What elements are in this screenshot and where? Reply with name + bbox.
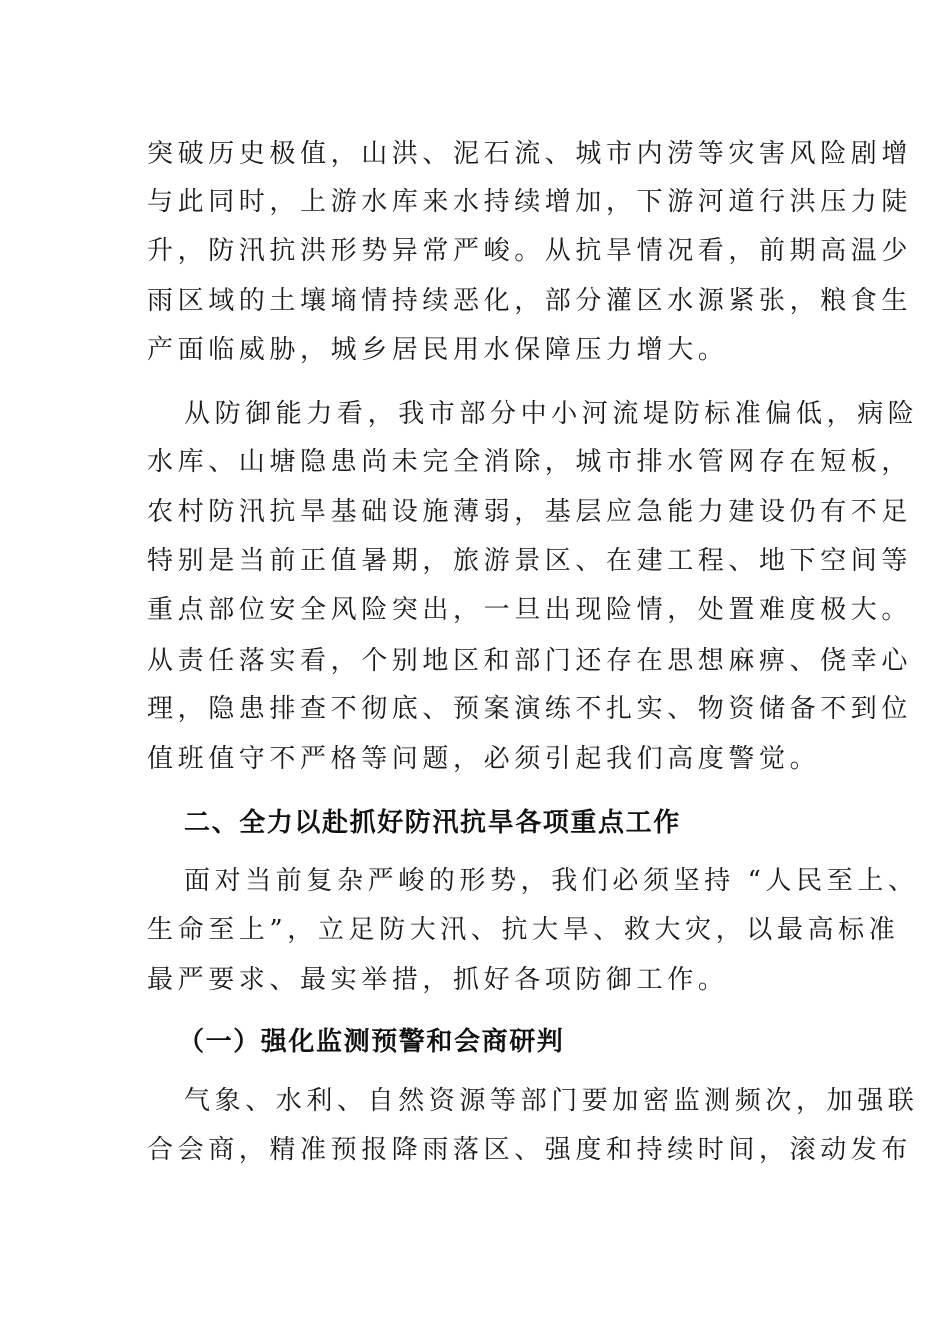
- paragraph-1-line-1: 突破历史极值，山洪、泥石流、城市内涝等灾害风险剧增: [147, 139, 913, 169]
- paragraph-2-line-2: 水库、山塘隐患尚未完全消除，城市排水管网存在短板，: [147, 447, 913, 477]
- paragraph-4-line-2: 合会商，精准预报降雨落区、强度和持续时间，滚动发布: [147, 1135, 913, 1165]
- paragraph-1-line-5: 产面临威胁，城乡居民用水保障压力增大。: [147, 335, 729, 365]
- paragraph-3-line-2: 生命至上”，立足防大汛、抗大旱、救大灾，以最高标准: [147, 915, 900, 945]
- paragraph-1-line-3: 升，防汛抗洪形势异常严峻。从抗旱情况看，前期高温少: [147, 236, 913, 266]
- paragraph-2-line-5: 重点部位安全风险突出，一旦出现险情，处置难度极大。: [147, 595, 913, 625]
- paragraph-3-line-1: 面对当前复杂严峻的形势，我们必须坚持 “人民至上、: [184, 866, 919, 896]
- paragraph-2-line-3: 农村防汛抗旱基础设施薄弱，基层应急能力建设仍有不足: [147, 497, 913, 527]
- paragraph-3-line-3: 最严要求、最实举措，抓好各项防御工作。: [147, 965, 729, 995]
- subsection-1-heading: （一）强化监测预警和会商研判: [178, 1027, 565, 1057]
- paragraph-2-line-4: 特别是当前正值暑期，旅游景区、在建工程、地下空间等: [147, 546, 913, 576]
- paragraph-2-line-7: 理，隐患排查不彻底、预案演练不扎实、物资储备不到位: [147, 694, 913, 724]
- paragraph-1-line-2: 与此同时，上游水库来水持续增加，下游河道行洪压力陡: [147, 187, 913, 217]
- paragraph-1-line-4: 雨区域的土壤墒情持续恶化，部分灌区水源紧张，粮食生: [147, 286, 913, 316]
- paragraph-2-line-8: 值班值守不严格等问题，必须引起我们高度警觉。: [147, 744, 821, 774]
- paragraph-4-line-1: 气象、水利、自然资源等部门要加密监测频次，加强联: [184, 1086, 919, 1116]
- paragraph-2-line-6: 从责任落实看，个别地区和部门还存在思想麻痹、侥幸心: [147, 646, 913, 676]
- section-2-heading: 二、全力以赴抓好防汛抗旱各项重点工作: [184, 808, 681, 838]
- paragraph-2-line-1: 从防御能力看，我市部分中小河流堤防标准偏低，病险: [184, 399, 919, 429]
